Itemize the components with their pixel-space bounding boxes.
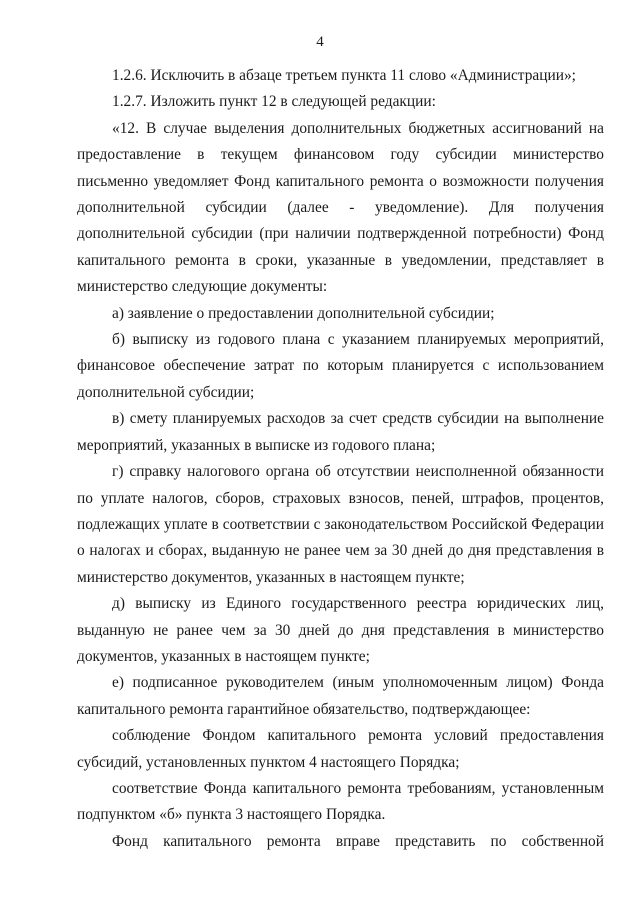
paragraph-12: «12. В случае выделения дополнительных бюджетных ассигнований на предоставление в текущем финансовом году субсидии министерство письменно уведомляет Фонд капитального ремонта о возможности получения дополнительной субсидии (далее - уведомление). Для получения дополнительной субсидии (при наличии подтвержденной потребности) Фонд капитального ремонта в сроки, указанные в уведомлении, представляет в министерство следующие документы: (77, 119, 604, 296)
list-item-e: е) подписанное руководителем (иным уполномоченным лицом) Фонда капитального ремонта гарантийное обязательство, подтверждающее: (77, 674, 604, 718)
paragraph-1-2-6: 1.2.6. Исключить в абзаце третьем пункта 11 слово «Администрации»; (112, 67, 576, 84)
page-number: 4 (316, 34, 324, 50)
list-item-g: г) справку налогового органа об отсутствии неисполненной обязанности по уплате налогов, сборов, страховых взносов, пеней, штрафов, процентов, подлежащих уплате в соответствии с законодательством Российской Федерации о налогах и сборах, выданную не ранее чем за 30 дней до дня представления в министерство документов, указанных в настоящем пункте; (77, 463, 604, 586)
list-item-a: а) заявление о предоставлении дополнительной субсидии; (112, 304, 495, 322)
paragraph-continued: Фонд капитального ремонта вправе представить по собственной (112, 832, 604, 850)
list-item-b: б) выписку из годового плана с указанием планируемых мероприятий, финансовое обеспечение затрат по которым планируется с использованием дополнительной субсидии; (77, 331, 604, 401)
paragraph-1-2-7: 1.2.7. Изложить пункт 12 в следующей редакции: (112, 93, 436, 111)
guarantee-item-2: соответствие Фонда капитального ремонта требованиям, установленным подпунктом «б» пункта 3 настоящего Порядка. (77, 779, 604, 824)
document-body (77, 63, 604, 855)
list-item-d: д) выписку из Единого государственного реестра юридических лиц, выданную не ранее чем за 30 дней до дня представления в министерство документов, указанных в настоящем пункте; (77, 595, 604, 665)
list-item-v: в) смету планируемых расходов за счет средств субсидии на выполнение мероприятий, указанных в выписке из годового плана; (77, 410, 604, 454)
guarantee-item-1: соблюдение Фондом капитального ремонта условий предоставления субсидий, установленных пунктом 4 настоящего Порядка; (77, 727, 604, 771)
